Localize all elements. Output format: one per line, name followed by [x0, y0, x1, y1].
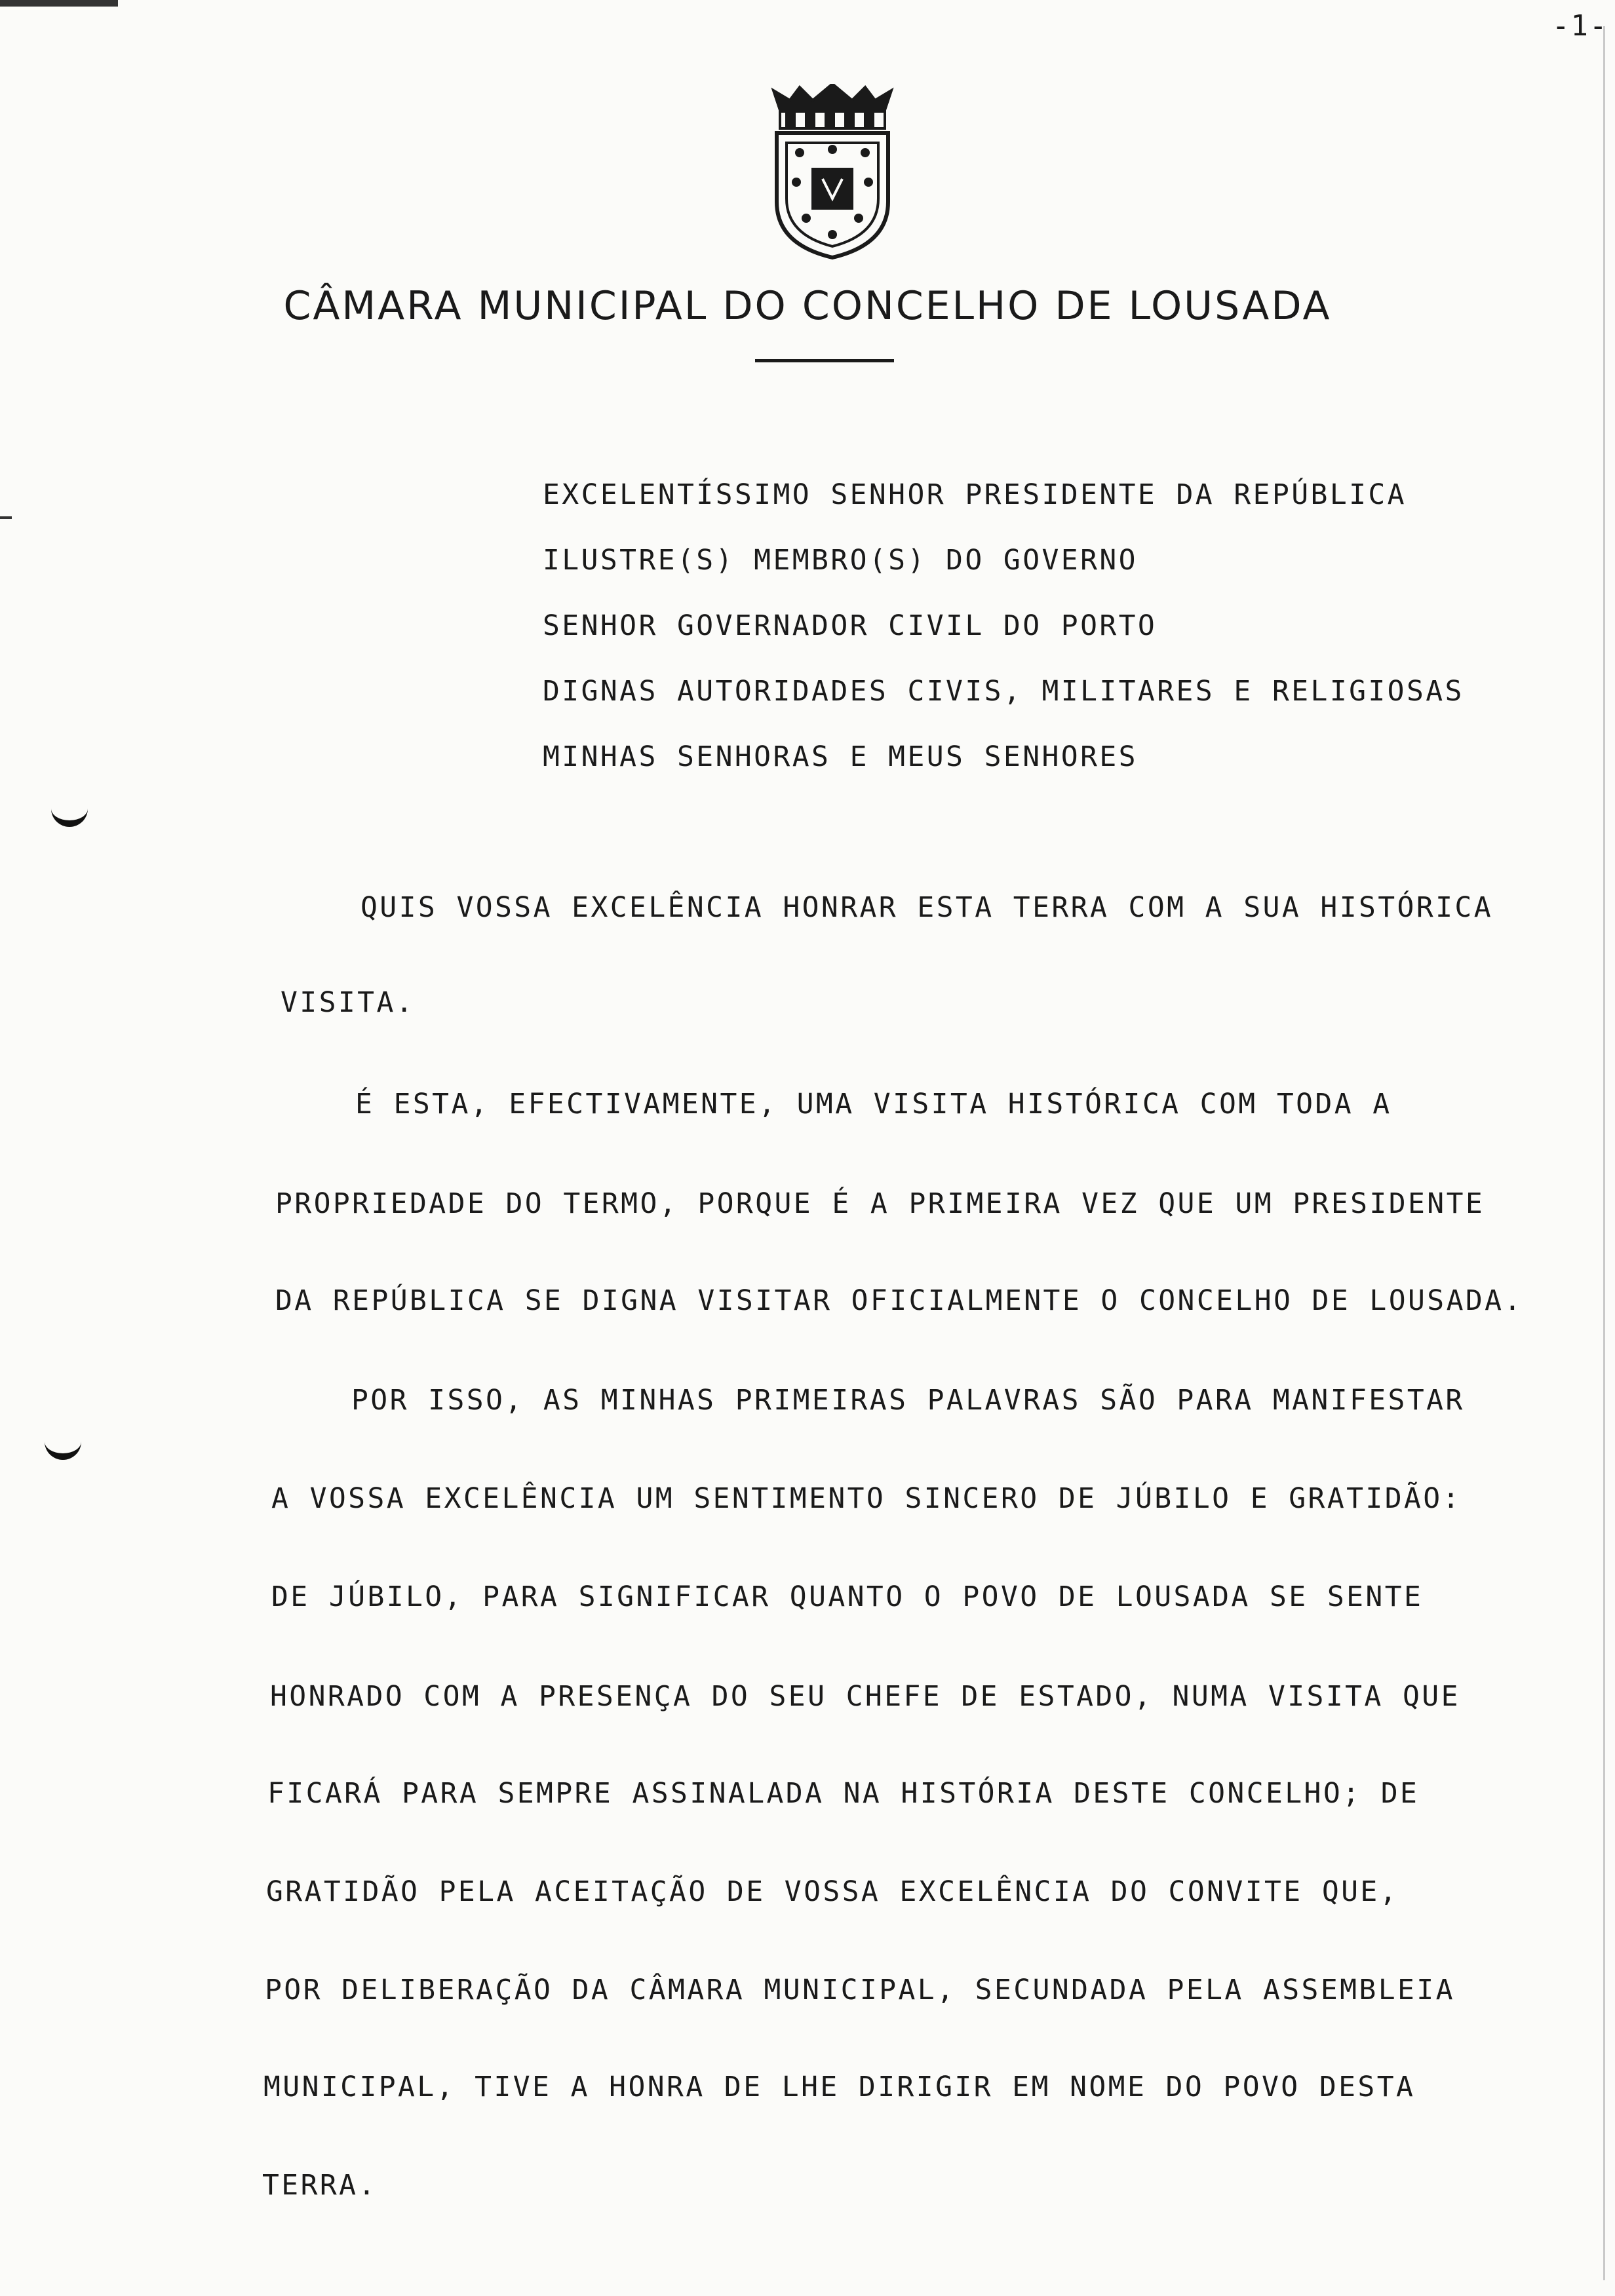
scan-artifact-left: [0, 516, 12, 519]
page-number: -1-: [1552, 9, 1608, 43]
salutation-line: SENHOR GOVERNADOR CIVIL DO PORTO: [543, 609, 1158, 642]
municipal-crest-icon: [760, 84, 905, 261]
body-line: MUNICIPAL, TIVE A HONRA DE LHE DIRIGIR EM NOME DO POVO DESTA: [263, 2071, 1416, 2103]
body-line: FICARÁ PARA SEMPRE ASSINALADA NA HISTÓRIA DESTE CONCELHO; DE: [267, 1777, 1420, 1810]
institution-header: CÂMARA MUNICIPAL DO CONCELHO DE LOUSADA: [283, 283, 1332, 329]
salutation-line: EXCELENTÍSSIMO SENHOR PRESIDENTE DA REPÚBLICA: [543, 478, 1407, 511]
body-line: PROPRIEDADE DO TERMO, PORQUE É A PRIMEIRA VEZ QUE UM PRESIDENTE: [275, 1187, 1485, 1220]
body-line: DE JÚBILO, PARA SIGNIFICAR QUANTO O POVO DE LOUSADA SE SENTE: [271, 1580, 1424, 1613]
header-underline: [755, 359, 894, 362]
body-line: TERRA.: [262, 2169, 378, 2202]
body-line: VISITA.: [281, 986, 416, 1019]
punch-hole-mark: [45, 1434, 81, 1460]
body-line: A VOSSA EXCELÊNCIA UM SENTIMENTO SINCERO DE JÚBILO E GRATIDÃO:: [271, 1482, 1462, 1515]
punch-hole-mark: [51, 801, 88, 827]
body-line: POR ISSO, AS MINHAS PRIMEIRAS PALAVRAS SÃO PARA MANIFESTAR: [351, 1384, 1465, 1417]
salutation-line: DIGNAS AUTORIDADES CIVIS, MILITARES E RELIGIOSAS: [543, 675, 1464, 708]
salutation-line: MINHAS SENHORAS E MEUS SENHORES: [543, 740, 1138, 773]
body-line: QUIS VOSSA EXCELÊNCIA HONRAR ESTA TERRA COM A SUA HISTÓRICA: [360, 891, 1494, 924]
scan-artifact-top: [0, 0, 118, 7]
scan-edge: [1603, 26, 1605, 2280]
body-line: GRATIDÃO PELA ACEITAÇÃO DE VOSSA EXCELÊNCIA DO CONVITE QUE,: [266, 1875, 1399, 1908]
salutation-line: ILUSTRE(S) MEMBRO(S) DO GOVERNO: [543, 544, 1138, 577]
body-line: HONRADO COM A PRESENÇA DO SEU CHEFE DE ESTADO, NUMA VISITA QUE: [270, 1680, 1460, 1713]
body-line: POR DELIBERAÇÃO DA CÂMARA MUNICIPAL, SECUNDADA PELA ASSEMBLEIA: [265, 1974, 1455, 2006]
body-line: É ESTA, EFECTIVAMENTE, UMA VISITA HISTÓRICA COM TODA A: [355, 1088, 1392, 1120]
body-line: DA REPÚBLICA SE DIGNA VISITAR OFICIALMENTE O CONCELHO DE LOUSADA.: [275, 1284, 1523, 1317]
